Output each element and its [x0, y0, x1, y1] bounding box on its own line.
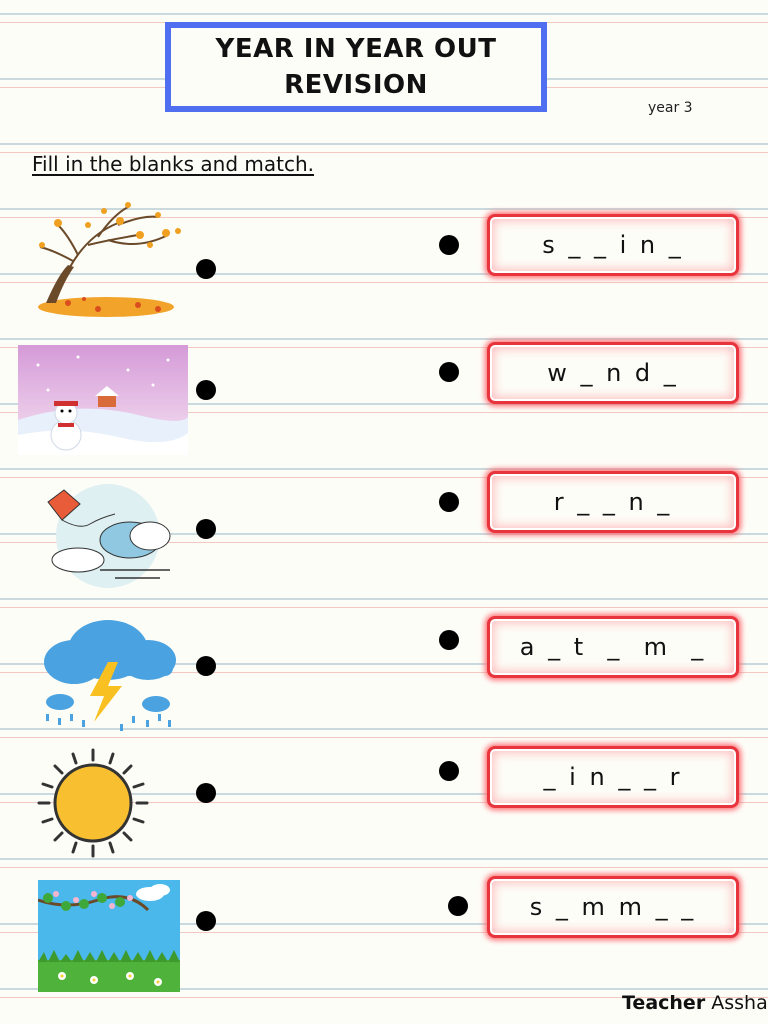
year-label: year 3: [648, 100, 693, 116]
word-dot-4[interactable]: [439, 630, 459, 650]
word-blank-text: r _ _ n _: [553, 488, 673, 516]
word-blank-text: a _ t _ m _: [519, 633, 707, 661]
storm-cloud-rain-icon: [38, 610, 178, 740]
word-dot-6[interactable]: [448, 896, 468, 916]
word-blank-text: s _ m m _ _: [529, 893, 697, 921]
sun-icon: [33, 748, 153, 858]
picture-dot-4[interactable]: [196, 656, 216, 676]
instruction-text: Fill in the blanks and match.: [32, 152, 314, 176]
word-box-2[interactable]: [487, 342, 739, 404]
title-line-1: YEAR IN YEAR OUT: [215, 34, 497, 64]
author-credit-second: Assha: [711, 992, 768, 1014]
word-dot-1[interactable]: [439, 235, 459, 255]
word-box-1[interactable]: [487, 214, 739, 276]
title-line-2: REVISION: [284, 70, 428, 100]
word-dot-5[interactable]: [439, 761, 459, 781]
picture-dot-5[interactable]: [196, 783, 216, 803]
word-dot-3[interactable]: [439, 492, 459, 512]
word-blank-text: _ i n _ _ r: [543, 763, 683, 791]
spring-blossom-field-icon: [38, 880, 180, 992]
word-box-6[interactable]: [487, 876, 739, 938]
snowman-winter-icon: [18, 345, 188, 455]
title-box: [165, 22, 547, 112]
autumn-tree-icon: [28, 195, 188, 325]
word-blank-text: w _ n d _: [547, 359, 679, 387]
picture-dot-2[interactable]: [196, 380, 216, 400]
picture-dot-6[interactable]: [196, 911, 216, 931]
author-credit: [622, 992, 768, 1014]
word-box-3[interactable]: [487, 471, 739, 533]
picture-dot-3[interactable]: [196, 519, 216, 539]
author-credit-first: Teacher: [622, 992, 706, 1014]
word-box-5[interactable]: [487, 746, 739, 808]
kite-wind-clouds-icon: [30, 480, 180, 590]
picture-dot-1[interactable]: [196, 259, 216, 279]
word-blank-text: s _ _ i n _: [542, 231, 684, 259]
word-box-4[interactable]: [487, 616, 739, 678]
word-dot-2[interactable]: [439, 362, 459, 382]
